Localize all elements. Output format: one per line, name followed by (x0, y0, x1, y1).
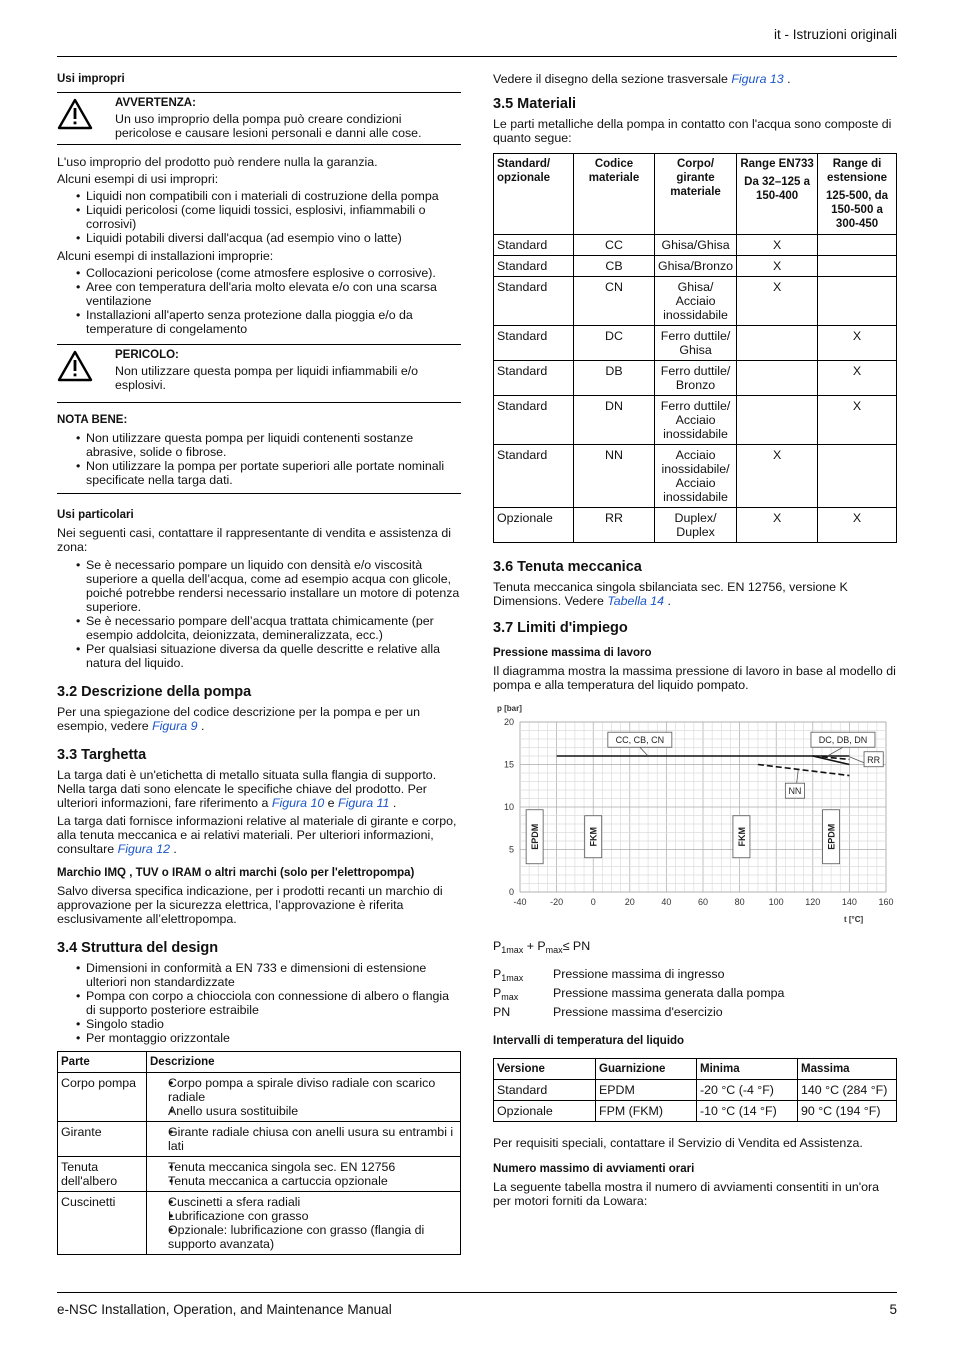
x-tick-label: 60 (697, 897, 709, 907)
table-cell: Opzionale (494, 1101, 596, 1122)
table-cell (818, 277, 897, 326)
avviamenti-title: Numero massimo di avviamenti orari (493, 1163, 695, 1175)
table-header (818, 154, 897, 235)
danger-icon (57, 350, 93, 382)
symbol: P (493, 986, 502, 1000)
header-line: 125-500, da 150-500 a 300-450 (826, 190, 889, 230)
header-rule (57, 56, 897, 57)
table-header: Descrizione (147, 1052, 461, 1073)
table-cell: Cuscinetti (58, 1192, 147, 1255)
y-tick-label: 20 (503, 717, 514, 727)
y-tick-label: 15 (503, 759, 514, 770)
x-tick-label: -20 (550, 897, 564, 907)
paragraph (493, 580, 897, 608)
section-title-3-6: 3.6 Tenuta meccanica (493, 559, 642, 575)
paragraph: Le parti metalliche della pompa in contatto con l'acqua sono composte di quanto segue: (493, 117, 892, 145)
table-row (58, 1073, 461, 1122)
table-cell: 90 °C (194 °F) (798, 1101, 897, 1122)
table-cell: Pressione massima d'esercizio (553, 1005, 723, 1019)
list-item: • Tenuta meccanica a cartuccia opzionale (150, 1174, 457, 1188)
temperature-title: Intervalli di temperatura del liquido (493, 1035, 685, 1047)
warning-title: AVVERTENZA: (115, 97, 196, 109)
paragraph (57, 768, 461, 810)
list-item: • Dimensioni in conformità a EN 733 e dimensioni di estensione ulteriori non standardizzate (57, 961, 461, 989)
y-tick-label: 5 (508, 844, 514, 855)
list-item: • Per qualsiasi situazione diversa da quelle descritte e relative alla natura del liquido. (57, 642, 461, 670)
paragraph: Alcuni esempi di usi impropri: (57, 172, 219, 186)
band-label: FKM (736, 827, 747, 847)
table-row (494, 256, 897, 277)
paragraph: Alcuni esempi di installazioni improprie: (57, 249, 274, 263)
table-header: Minima (697, 1059, 798, 1080)
temperature-table (493, 1058, 897, 1122)
warning-box (57, 92, 461, 145)
symbol: P (493, 967, 502, 981)
table-cell: X (818, 396, 897, 445)
table-cell: Corpo pompa (58, 1073, 147, 1122)
figure-13-link[interactable]: Figura 13 (731, 72, 784, 86)
marchio-title: Marchio IMQ , TUV o IRAM o altri marchi (solo per l'elettropompa) (57, 867, 415, 879)
table-cell: Standard (494, 445, 574, 508)
running-header: it - Istruzioni originali (773, 27, 897, 42)
text-span: ≤ PN (562, 939, 591, 953)
table-cell: Standard (494, 235, 574, 256)
table-row (493, 967, 784, 986)
table-cell (737, 396, 818, 445)
table-cell: X (737, 277, 818, 326)
pressione-title: Pressione massima di lavoro (493, 647, 652, 659)
table-row (58, 1157, 461, 1192)
table-cell: Ghisa/Ghisa (655, 235, 737, 256)
list-item: • Liquidi pericolosi (come liquidi tossici, esplosivi, infiammabili o corrosivi) (57, 203, 461, 231)
table-row (494, 396, 897, 445)
text-span: . (169, 842, 177, 856)
text-span: P (493, 939, 502, 953)
table-row (494, 1101, 897, 1122)
table-cell: X (818, 361, 897, 396)
text-span: e (324, 796, 339, 810)
list-item: • Collocazioni pericolose (come atmosfere esplosive o corrosive). (57, 266, 461, 280)
left-column (57, 72, 461, 1255)
list-item: • Cuscinetti a sfera radiali (150, 1195, 457, 1209)
figure-9-link[interactable]: Figura 9 (152, 719, 198, 733)
table-cell (818, 235, 897, 256)
definitions-table (493, 967, 784, 1024)
table-cell (818, 256, 897, 277)
list-item: • Se è necessario pompare dell’acqua trattata chimicamente (per esempio addolcita, deionizzata, demineralizzata, ecc.) (57, 614, 461, 642)
table-row (494, 508, 897, 543)
table-cell (147, 1157, 461, 1192)
paragraph: Il diagramma mostra la massima pressione di lavoro in base al modello di pompa e alla temperatura del liquido pompato. (493, 664, 896, 692)
table-cell: DB (574, 361, 655, 396)
table-cell: -10 °C (14 °F) (697, 1101, 798, 1122)
table-cell: Tenuta dell'albero (58, 1157, 147, 1192)
paragraph (57, 814, 461, 856)
danger-box (57, 344, 461, 403)
table-header (737, 154, 818, 235)
table-cell: NN (574, 445, 655, 508)
page-number: 5 (889, 1302, 897, 1317)
x-tick-label: 100 (768, 897, 784, 907)
list-item: • Non utilizzare la pompa per portate superiori alle portate nominali specificate nella targa dati. (57, 459, 461, 487)
table-header: Parte (58, 1052, 147, 1073)
header-line: Range EN733 (740, 158, 814, 170)
list-item: • Per montaggio orizzontale (57, 1031, 461, 1045)
subscript: 1max (501, 945, 524, 955)
bullet-list (57, 558, 461, 670)
text-span: + P (523, 939, 546, 953)
list-item: • Lubrificazione con grasso (150, 1209, 457, 1223)
y-tick-label: 0 (508, 887, 514, 897)
table-row (493, 986, 784, 1005)
figure-12-link[interactable]: Figura 12 (117, 842, 170, 856)
text-span: . (664, 594, 671, 608)
list-item: • Singolo stadio (57, 1017, 461, 1031)
table-cell: Acciaio inossidabile/ Acciaio inossidabile (655, 445, 737, 508)
x-tick-label: 20 (624, 897, 635, 907)
list-item: • Aree con temperatura dell'aria molto elevata e/o con una scarsa ventilazione (57, 280, 461, 308)
warning-text: Un uso improprio della pompa può creare condizioni pericolose e causare lesioni personali e danni alle cose. (115, 112, 422, 140)
table-cell: Standard (494, 361, 574, 396)
footer-rule (57, 1292, 897, 1293)
table-row (494, 235, 897, 256)
x-tick-label: 0 (590, 897, 596, 907)
table-cell: X (737, 235, 818, 256)
table-cell: Standard (494, 277, 574, 326)
text-span: . (197, 719, 205, 733)
table-cell: Girante (58, 1122, 147, 1157)
footer-title: e-NSC Installation, Operation, and Maintenance Manual (57, 1302, 392, 1317)
bullet-list (57, 431, 461, 487)
table-cell: Pressione massima generata dalla pompa (553, 986, 785, 1000)
header-line: Da 32–125 a 150-400 (744, 176, 811, 202)
table-row (494, 445, 897, 508)
table-cell: DC (574, 326, 655, 361)
table-row (493, 1005, 784, 1024)
bullet-list (57, 961, 461, 1045)
band-label: EPDM (826, 823, 837, 850)
table-row (58, 1192, 461, 1255)
table-cell: X (737, 445, 818, 508)
table-cell: Ghisa/Bronzo (655, 256, 737, 277)
section-title-3-2: 3.2 Descrizione della pompa (57, 684, 252, 700)
danger-text: Non utilizzare questa pompa per liquidi infiammabili e/o esplosivi. (115, 364, 419, 392)
list-item: • Liquidi non compatibili con i materiali di costruzione della pompa (57, 189, 461, 203)
subscript: max (545, 945, 563, 955)
paragraph (57, 705, 461, 733)
list-item: • Tenuta meccanica singola sec. EN 12756 (150, 1160, 457, 1174)
list-item: • Liquidi potabili diversi dall'acqua (ad esempio vino o latte) (57, 231, 461, 245)
section-title-3-3: 3.3 Targhetta (57, 747, 147, 763)
paragraph (493, 72, 897, 86)
table-cell: Ferro duttile/ Acciaio inossidabile (655, 396, 737, 445)
table-cell: DN (574, 396, 655, 445)
usi-particolari-title: Usi particolari (57, 509, 134, 521)
table-header: Standard/ opzionale (494, 154, 574, 235)
figure-10-link[interactable]: Figura 10 (271, 796, 325, 810)
list-item: • Girante radiale chiusa con anelli usura su entrambi i lati (150, 1125, 457, 1153)
section-title-3-4: 3.4 Struttura del design (57, 940, 219, 956)
table-cell (737, 361, 818, 396)
subscript: 1max (501, 973, 524, 983)
table-cell (493, 986, 553, 1005)
table-cell: RR (574, 508, 655, 543)
list-item: • Non utilizzare questa pompa per liquidi contenenti sostanze abrasive, solide o fibrose. (57, 431, 461, 459)
list-item: • Opzionale: lubrificazione con grasso (flangia di supporto avanzata) (150, 1223, 457, 1251)
band-label: EPDM (530, 823, 541, 850)
danger-title: PERICOLO: (115, 349, 179, 361)
table-header: Guarnizione (596, 1059, 697, 1080)
subscript: max (501, 992, 519, 1002)
table-header: Corpo/ girante materiale (655, 154, 737, 235)
table-cell: Standard (494, 326, 574, 361)
table-cell: Ghisa/ Acciaio inossidabile (655, 277, 737, 326)
table-row (58, 1122, 461, 1157)
materials-table (493, 153, 897, 543)
table-row (494, 277, 897, 326)
table-cell (147, 1192, 461, 1255)
table-cell: EPDM (596, 1080, 697, 1101)
table-header: Codice materiale (574, 154, 655, 235)
table-cell (737, 326, 818, 361)
table-row (494, 361, 897, 396)
series-label: RR (867, 754, 881, 765)
paragraph: Nei seguenti casi, contattare il rappresentante di vendita e assistenza di zona: (57, 526, 451, 554)
table-cell (147, 1073, 461, 1122)
bullet-list (57, 266, 461, 336)
right-column (493, 72, 897, 1212)
table-cell: Opzionale (494, 508, 574, 543)
table-row (494, 1080, 897, 1101)
tabella-14-link[interactable]: Tabella 14 (607, 594, 665, 608)
table-header: Versione (494, 1059, 596, 1080)
x-tick-label: 120 (805, 897, 821, 907)
table-cell (818, 445, 897, 508)
series-label: DC, DB, DN (818, 735, 868, 746)
table-cell: Standard (494, 1080, 596, 1101)
y-axis-label: p [bar] (497, 704, 522, 713)
table-cell: X (818, 326, 897, 361)
header-line: Range di estensione (827, 158, 888, 184)
table-cell: X (737, 508, 818, 543)
table-cell: X (818, 508, 897, 543)
paragraph: Salvo diversa specifica indicazione, per i prodotti recanti un marchio di approvazione per la sicurezza elettrica, l’approvazione è riferita esclusivamente all’elettropompa. (57, 884, 443, 926)
section-title-3-7: 3.7 Limiti d'impiego (493, 620, 628, 636)
text-span: La targa dati fornisce informazioni relative al materiale di girante e corpo, alla tenuta meccanica e ai relativi materiali. Per ulteriori informazioni, consultare (57, 814, 457, 856)
text-span: La targa dati è un'etichetta di metallo situata sulla flangia di supporto. Nella targa dati sono elencate le specifiche chiave del prodotto. Per ulteriori informazioni, fare riferimento a (57, 768, 437, 810)
table-cell: Standard (494, 256, 574, 277)
table-cell: Pressione massima di ingresso (553, 967, 725, 981)
nota-bene-title: NOTA BENE: (57, 414, 128, 426)
series-label: CC, CB, CN (615, 735, 665, 746)
x-tick-label: 80 (734, 897, 745, 907)
nota-bene-box (57, 413, 461, 494)
table-cell: FPM (FKM) (596, 1101, 697, 1122)
text-span: Per una spiegazione del codice descrizione per la pompa e per un esempio, vedere (57, 705, 421, 733)
x-tick-label: -40 (513, 897, 527, 907)
design-table (57, 1051, 461, 1255)
list-item: • Pompa con corpo a chiocciola con connessione di albero o flangia di supporto posteriore estraibile (57, 989, 461, 1017)
table-cell (493, 1005, 553, 1024)
paragraph: La seguente tabella mostra il numero di avviamenti consentiti in un'ora per motori forniti da Lowara: (493, 1180, 880, 1208)
bullet-list (57, 189, 461, 245)
pressure-temperature-chart (493, 702, 897, 928)
table-cell: CN (574, 277, 655, 326)
table-cell: -20 °C (-4 °F) (697, 1080, 798, 1101)
table-cell: 140 °C (284 °F) (798, 1080, 897, 1101)
warning-icon (57, 98, 93, 130)
y-tick-label: 10 (503, 802, 514, 812)
table-cell (147, 1122, 461, 1157)
usi-impropri-title: Usi impropri (57, 73, 125, 85)
text-span: Tenuta meccanica singola sbilanciata sec. EN 12756, versione K Dimensions. Vedere (493, 580, 848, 608)
series-label: NN (788, 786, 802, 797)
table-cell: Standard (494, 396, 574, 445)
x-tick-label: 160 (878, 897, 894, 907)
formula (493, 939, 897, 957)
list-item: • Anello usura sostituibile (150, 1104, 457, 1118)
table-cell: X (737, 256, 818, 277)
table-row (494, 326, 897, 361)
section-title-3-5: 3.5 Materiali (493, 96, 577, 112)
table-cell: Ferro duttile/ Bronzo (655, 361, 737, 396)
table-cell: CC (574, 235, 655, 256)
table-cell: Duplex/ Duplex (655, 508, 737, 543)
table-header: Massima (798, 1059, 897, 1080)
symbol: PN (493, 1005, 511, 1019)
table-cell (493, 967, 553, 986)
table-cell: CB (574, 256, 655, 277)
list-item: • Installazioni all'aperto senza protezione dalla pioggia e/o da temperature di congelamento (57, 308, 461, 336)
list-item: • Se è necessario pompare un liquido con densità e/o viscosità superiore a quella dell’acqua, come ad esempio acqua con glicole, poiché potrebbe rendersi necessario installare un motore di potenza superiore. (57, 558, 461, 614)
list-item: • Corpo pompa a spirale diviso radiale con scarico radiale (150, 1076, 457, 1104)
text-span: Vedere il disegno della sezione trasversale (493, 72, 728, 86)
paragraph: Per requisiti speciali, contattare il Servizio di Vendita ed Assistenza. (493, 1136, 863, 1150)
text-span: . (389, 796, 397, 810)
figure-11-link[interactable]: Figura 11 (338, 796, 390, 810)
band-label: FKM (588, 827, 599, 847)
paragraph: L'uso improprio del prodotto può rendere nulla la garanzia. (57, 155, 378, 169)
text-span: . (783, 72, 791, 86)
x-tick-label: 140 (841, 897, 857, 907)
x-axis-label: t [°C] (844, 915, 864, 924)
table-cell: Ferro duttile/ Ghisa (655, 326, 737, 361)
x-tick-label: 40 (661, 897, 672, 907)
